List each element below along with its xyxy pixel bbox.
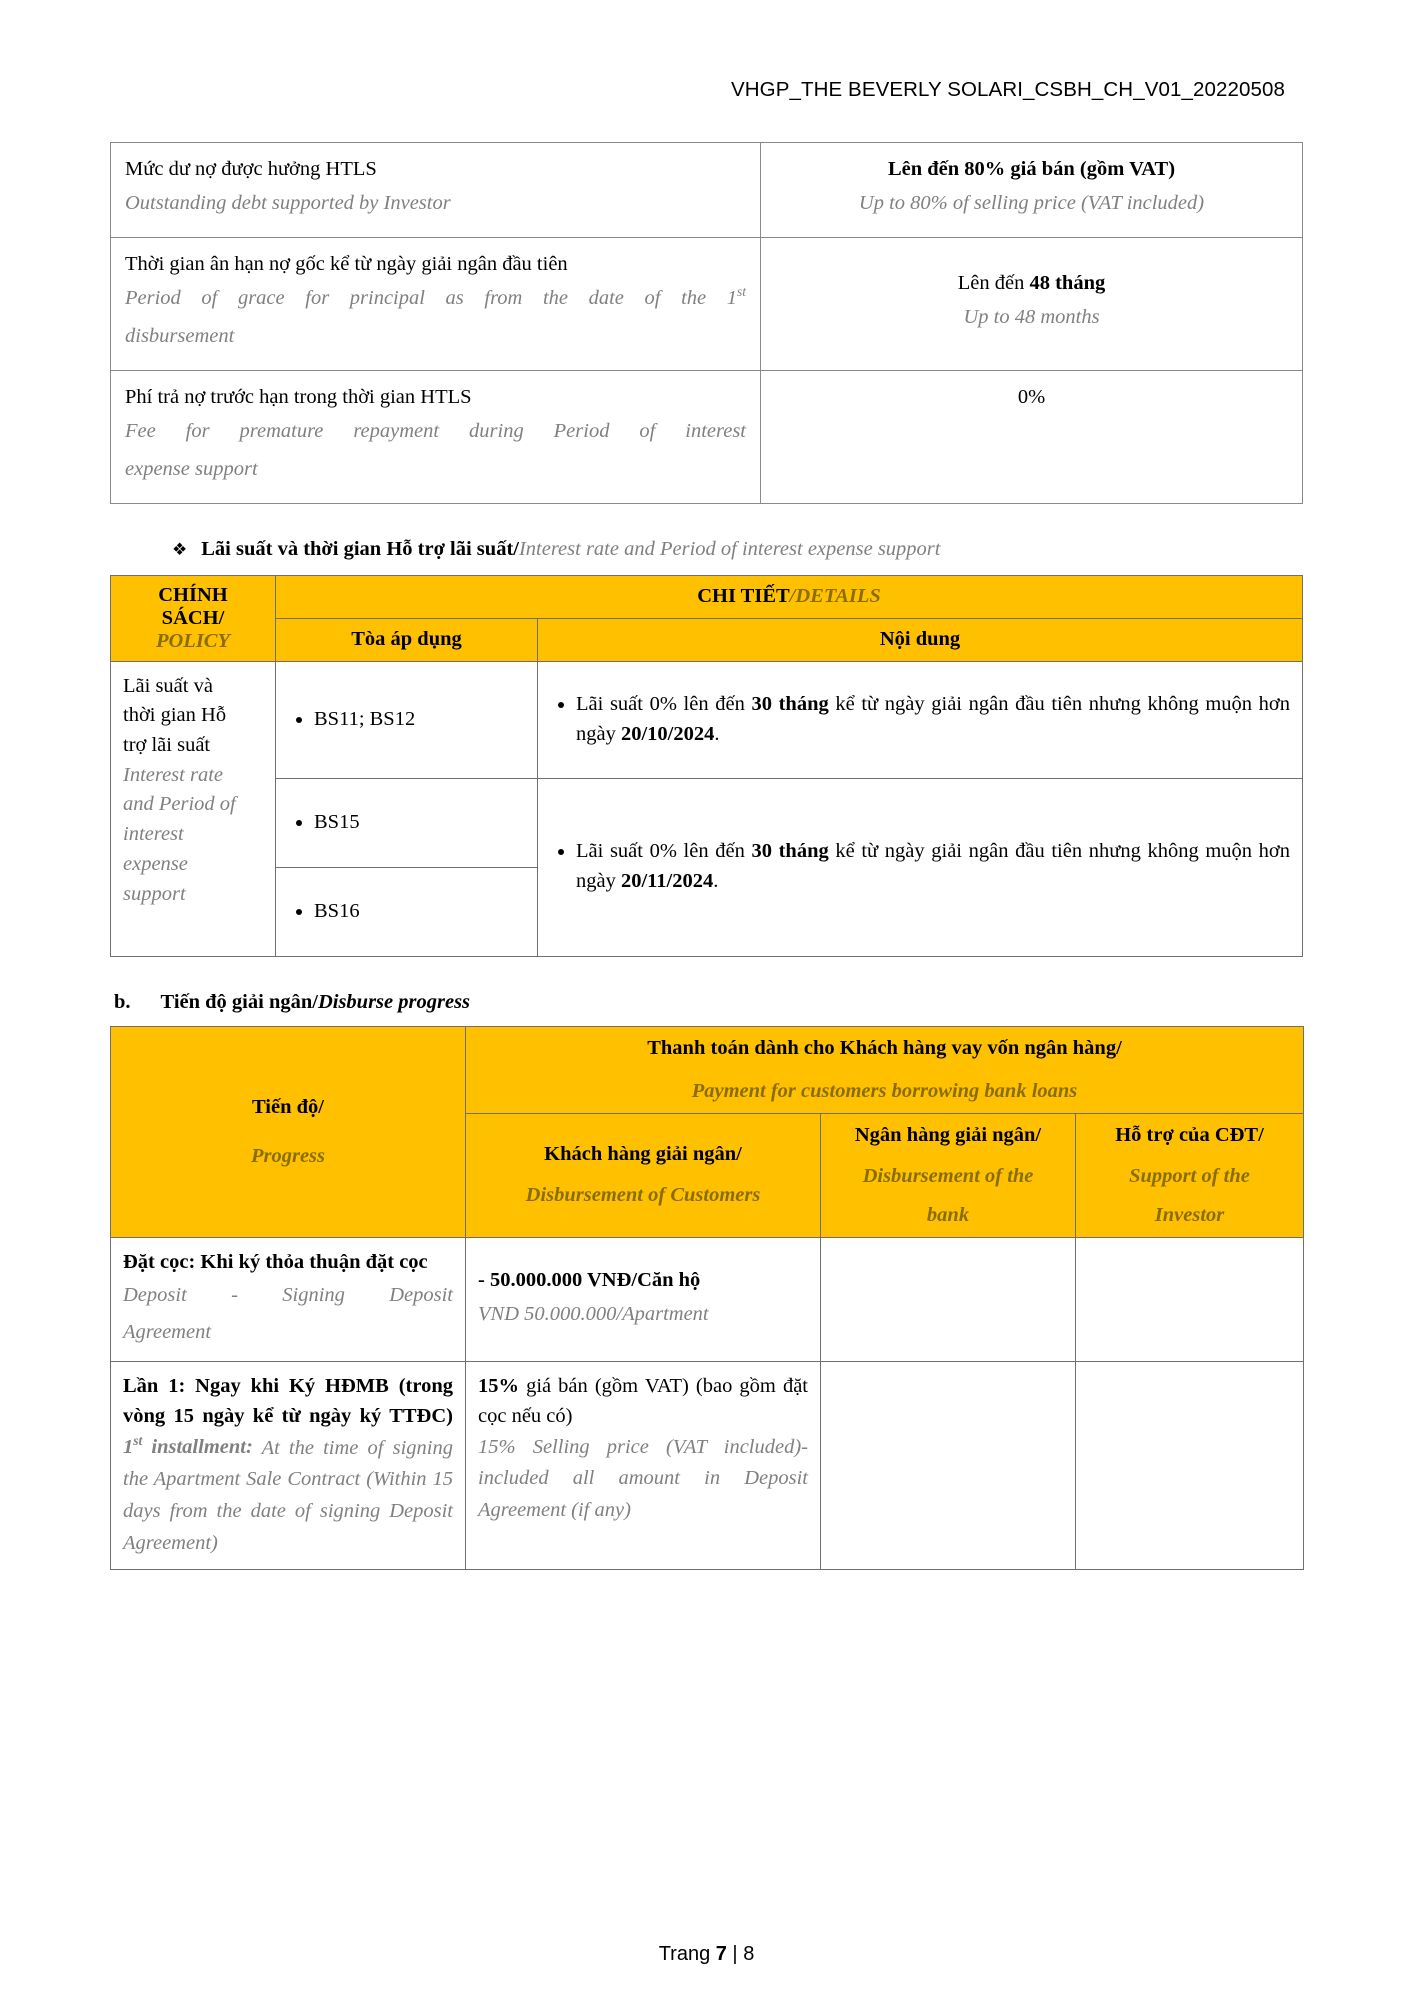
header-content: Nội dung: [538, 618, 1303, 661]
table-row: [111, 661, 1303, 778]
interest-tower-bs11-bs12: • BS11; BS12: [276, 661, 538, 778]
header-payment-bankloan: Thanh toán dành cho Khách hàng vay vốn ngân hàng/ Payment for customers borrowing bank loans: [466, 1026, 1304, 1113]
interest-tower-bs15: • BS15: [276, 778, 538, 867]
progress-row-1-investor: [1076, 1237, 1304, 1362]
document-header: VHGP_THE BEVERLY SOLARI_CSBH_CH_V01_20220508: [730, 78, 1285, 101]
table-header-row: [111, 575, 1303, 618]
progress-row-1-stage: Đặt cọc: Khi ký thỏa thuận đặt cọc Deposit - Signing Deposit Agreement: [111, 1237, 466, 1362]
debt-row-2-value: Lên đến 48 tháng Up to 48 months: [761, 237, 1303, 370]
progress-row-2-bank: [821, 1362, 1076, 1570]
table-row: [111, 371, 1303, 504]
interest-rate-heading: ❖ Lãi suất và thời gian Hỗ trợ lãi suất/Interest rate and Period of interest expense support: [172, 537, 941, 560]
header-bank-disbursement: Ngân hàng giải ngân/ Disbursement of the bank: [821, 1113, 1076, 1237]
section-b-heading: b. Tiến độ giải ngân/Disburse progress: [114, 990, 471, 1013]
interest-policy-cell: Lãi suất và thời gian Hỗ trợ lãi suất Interest rate and Period of interest expense support: [111, 661, 276, 956]
table-row: [111, 143, 1303, 238]
debt-row-2-label: Thời gian ân hạn nợ gốc kể từ ngày giải ngân đầu tiên Period of grace for principal as from the date of the 1st disbursement: [111, 237, 761, 370]
interest-tower-bs16: • BS16: [276, 867, 538, 956]
table-outstanding-debt: [110, 142, 1303, 504]
progress-row-2-investor: [1076, 1362, 1304, 1570]
debt-row-3-value: 0%: [761, 371, 1303, 504]
table-row: [111, 1237, 1304, 1362]
diamond-bullet-icon: ❖: [172, 539, 188, 559]
header-progress: Tiến độ/ Progress: [111, 1026, 466, 1237]
header-details: CHI TIẾT/DETAILS: [276, 575, 1303, 618]
table-row: [111, 237, 1303, 370]
progress-row-2-stage: Lần 1: Ngay khi Ký HĐMB (trong vòng 15 ngày kể từ ngày ký TTĐC) 1st installment: At the time of signing the Apartment Sale Contract (Within 15 days from the date of signing Deposit Agreement): [111, 1362, 466, 1570]
header-tower: Tòa áp dụng: [276, 618, 538, 661]
table-row: [111, 1362, 1304, 1570]
progress-row-1-bank: [821, 1237, 1076, 1362]
debt-row-1-value: Lên đến 80% giá bán (gồm VAT) Up to 80% of selling price (VAT included): [761, 143, 1303, 238]
header-customer-disbursement: Khách hàng giải ngân/ Disbursement of Customers: [466, 1113, 821, 1237]
table-header-row: [111, 1026, 1304, 1113]
progress-row-2-customer: 15% giá bán (gồm VAT) (bao gồm đặt cọc nếu có) 15% Selling price (VAT included)- included all amount in Deposit Agreement (if any): [466, 1362, 821, 1570]
page-footer: Trang 7 | 8: [658, 1943, 755, 1965]
header-policy: CHÍNH SÁCH/ POLICY: [111, 575, 276, 661]
table-disburse-progress: [110, 1026, 1304, 1571]
debt-row-3-label: Phí trả nợ trước hạn trong thời gian HTLS Fee for premature repayment during Period of interest expense support: [111, 371, 761, 504]
interest-content-2: • Lãi suất 0% lên đến 30 tháng kể từ ngày giải ngân đầu tiên nhưng không muộn hơn ngày 20/11/2024.: [538, 778, 1303, 956]
table-header-row: [111, 618, 1303, 661]
table-interest-rate: [110, 575, 1303, 957]
progress-row-1-customer: - 50.000.000 VNĐ/Căn hộ VND 50.000.000/Apartment: [466, 1237, 821, 1362]
debt-row-1-label: Mức dư nợ được hưởng HTLS Outstanding debt supported by Investor: [111, 143, 761, 238]
interest-content-1: • Lãi suất 0% lên đến 30 tháng kể từ ngày giải ngân đầu tiên nhưng không muộn hơn ngày 20/10/2024.: [538, 661, 1303, 778]
table-row: [111, 778, 1303, 867]
header-investor-support: Hỗ trợ của CĐT/ Support of the Investor: [1076, 1113, 1304, 1237]
